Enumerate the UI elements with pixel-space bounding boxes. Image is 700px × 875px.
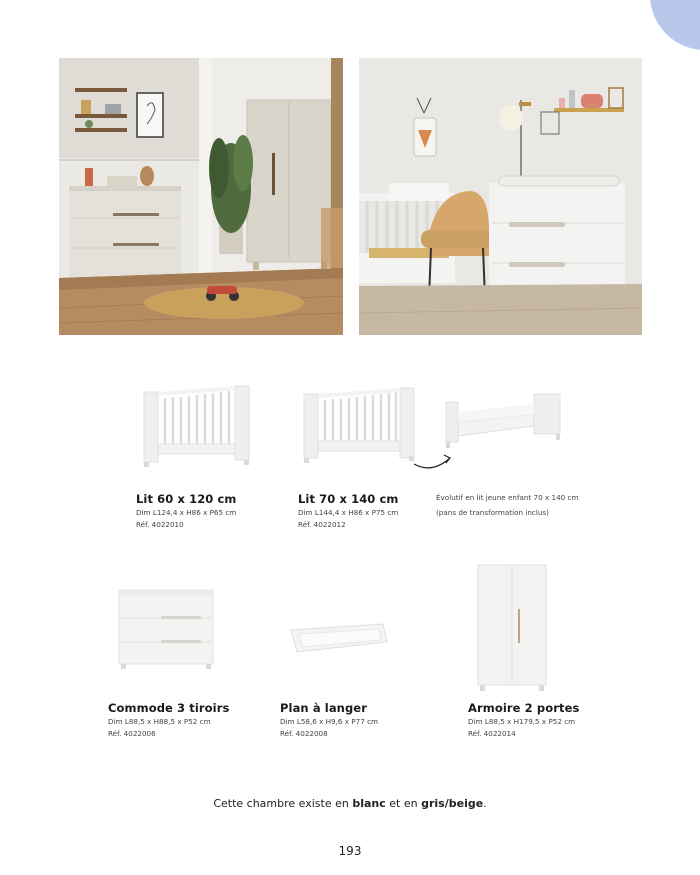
product-changing-table [280, 701, 378, 740]
product-reference: Réf. 4022012 [298, 520, 346, 529]
product-dimensions: Dim L88,5 x H179,5 x P52 cm [468, 717, 576, 726]
product-dimensions: Dim L144,4 x H86 x P75 cm [298, 508, 399, 517]
note-middle: et en [385, 797, 422, 810]
wardrobe-image [476, 563, 548, 697]
room-photo-white [359, 58, 642, 335]
product-name: Armoire 2 portes [468, 701, 580, 715]
product-name: Lit 70 x 140 cm [298, 492, 399, 506]
product-dimensions: Dim L58,6 x H9,6 x P77 cm [280, 717, 379, 726]
product-reference: Réf. 4022010 [136, 520, 184, 529]
page-number: 193 [338, 844, 362, 858]
evolution-note [436, 490, 578, 520]
crib-60x120-image [140, 384, 253, 472]
product-dimensions: Dim L88,5 x H88,5 x P52 cm [108, 717, 211, 726]
product-dimensions: Dim L124,4 x H86 x P65 cm [136, 508, 237, 517]
product-name: Plan à langer [280, 701, 367, 715]
evolution-note-line1: Évolutif en lit jeune enfant 70 x 140 cm [436, 493, 579, 502]
dresser-image [117, 588, 215, 674]
evolution-note-line2: (pans de transformation inclus) [436, 508, 549, 517]
product-crib-70x140 [298, 492, 399, 531]
note-prefix: Cette chambre existe en [213, 797, 353, 810]
product-crib-60x120 [136, 492, 237, 531]
product-wardrobe [468, 701, 579, 740]
color-white: blanc [352, 797, 386, 810]
color-grey-beige: gris/beige [421, 797, 484, 810]
changing-table-image [289, 622, 389, 660]
product-name: Commode 3 tiroirs [108, 701, 230, 715]
note-suffix: . [483, 797, 487, 810]
corner-accent-circle [650, 0, 700, 50]
product-reference: Réf. 4022008 [280, 729, 328, 738]
product-reference: Réf. 4022014 [468, 729, 516, 738]
crib-70x140-image [301, 386, 418, 468]
product-name: Lit 60 x 120 cm [136, 492, 237, 506]
room-photo-beige [59, 58, 343, 335]
product-reference: Réf. 4022006 [108, 729, 156, 738]
color-availability-note [0, 797, 700, 810]
junior-bed-image [412, 392, 564, 476]
product-dresser [108, 701, 229, 740]
